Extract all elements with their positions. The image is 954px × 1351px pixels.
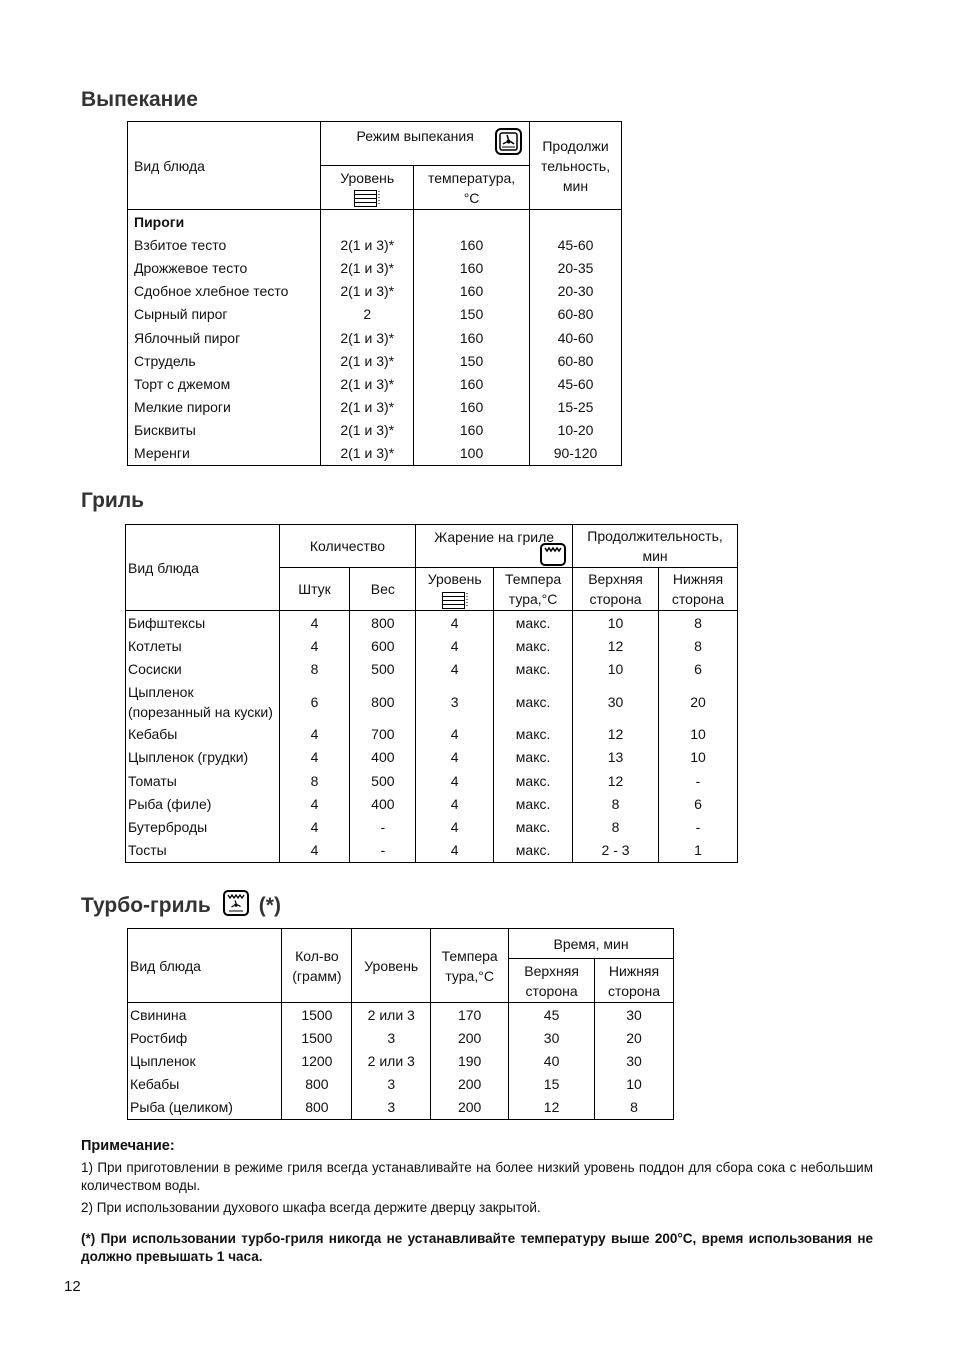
table-row [128, 256, 622, 279]
level-value: 3 [352, 1096, 431, 1120]
level-value: 4 [416, 792, 494, 815]
table-row [128, 349, 622, 372]
temperature-value: 160 [414, 280, 530, 303]
duration-value: 60-80 [530, 349, 622, 372]
table-row [126, 769, 738, 792]
temperature-value: 200 [431, 1073, 509, 1096]
duration-value: 90-120 [530, 442, 622, 466]
baking-table [127, 121, 622, 466]
weight-value: - [350, 815, 416, 838]
temperature-value: макс. [494, 634, 573, 657]
header-level [416, 568, 494, 611]
temperature-value: 160 [414, 419, 530, 442]
header-pieces: Штук [279, 568, 350, 611]
dish-name: Цыпленок (порезанный на куски) [126, 681, 280, 723]
header-bottom-side: Нижняя сторона [658, 568, 737, 611]
dish-name: Кебабы [126, 723, 280, 746]
baking-title: Выпекание [81, 88, 198, 111]
dish-name: Взбитое тесто [128, 233, 321, 256]
turbo-title [81, 890, 281, 922]
header-temperature: Темпера тура,°C [431, 929, 509, 1003]
temperature-value: 200 [431, 1026, 509, 1049]
dish-name: Томаты [126, 769, 280, 792]
turbo-grill-icon [223, 890, 249, 922]
baking-table-body [128, 210, 622, 466]
amount-value: 800 [282, 1073, 352, 1096]
duration-value: 40-60 [530, 326, 622, 349]
shelf-level-icon [442, 592, 468, 609]
level-value: 3 [352, 1073, 431, 1096]
level-value: 2(1 и 3)* [321, 326, 414, 349]
top-side-value: 15 [509, 1073, 595, 1096]
pieces-value: 4 [279, 792, 350, 815]
table-row [126, 839, 738, 863]
level-value: 3 [352, 1026, 431, 1049]
temperature-value: 100 [414, 442, 530, 466]
pieces-value: 6 [279, 681, 350, 723]
table-row [126, 634, 738, 657]
table-row [126, 681, 738, 723]
table-row [128, 1003, 674, 1027]
pieces-value: 8 [279, 657, 350, 680]
table-row [128, 396, 622, 419]
level-value: 4 [416, 611, 494, 635]
level-value: 4 [416, 815, 494, 838]
temperature-value: 170 [431, 1003, 509, 1027]
temperature-value: 160 [414, 326, 530, 349]
header-level-label: Уровень [340, 169, 395, 186]
top-side-value: 8 [573, 792, 659, 815]
top-side-value: 12 [573, 723, 659, 746]
turbo-table [127, 928, 674, 1120]
page-number: 12 [64, 1278, 81, 1295]
bottom-side-value: 10 [658, 746, 737, 769]
header-grilling-label: Жарение на гриле [434, 529, 555, 545]
dish-name: Цыпленок (грудки) [126, 746, 280, 769]
pieces-value: 4 [279, 815, 350, 838]
dish-name: Мелкие пироги [128, 396, 321, 419]
dish-name: Свинина [128, 1003, 282, 1027]
level-value: 4 [416, 746, 494, 769]
dish-name: Сырный пирог [128, 303, 321, 326]
table-row [128, 303, 622, 326]
temperature-value: 150 [414, 303, 530, 326]
table-row [128, 442, 622, 466]
duration-value: 45-60 [530, 233, 622, 256]
turbo-title-suffix: (*) [258, 894, 281, 917]
dish-name: Яблочный пирог [128, 326, 321, 349]
table-row [128, 233, 622, 256]
level-value: 2 или 3 [352, 1003, 431, 1027]
temperature-value: 190 [431, 1049, 509, 1072]
notes-heading: Примечание: [81, 1138, 175, 1154]
level-value: 4 [416, 634, 494, 657]
weight-value: - [350, 839, 416, 863]
dish-name: Рыба (филе) [126, 792, 280, 815]
pieces-value: 4 [279, 634, 350, 657]
weight-value: 800 [350, 681, 416, 723]
table-row [126, 792, 738, 815]
bottom-side-value: 8 [658, 634, 737, 657]
duration-value: 45-60 [530, 372, 622, 395]
duration-value: 15-25 [530, 396, 622, 419]
level-value: 2(1 и 3)* [321, 349, 414, 372]
grill-title: Гриль [81, 489, 145, 512]
dish-name: Рыба (целиком) [128, 1096, 282, 1120]
shelf-level-icon [354, 190, 380, 207]
temperature-value: 160 [414, 372, 530, 395]
note-2: 2) При использовании духового шкафа всегда держите дверцу закрытой. [81, 1200, 541, 1215]
turbo-table-body [128, 1003, 674, 1120]
header-time: Время, мин [509, 929, 674, 959]
header-grilling [416, 525, 573, 568]
dish-name: Струдель [128, 349, 321, 372]
level-value: 4 [416, 657, 494, 680]
section-label: Пироги [128, 210, 321, 234]
level-value: 2 или 3 [352, 1049, 431, 1072]
dish-name: Дрожжевое тесто [128, 256, 321, 279]
level-value: 2(1 и 3)* [321, 256, 414, 279]
temperature-value: макс. [494, 723, 573, 746]
table-row [126, 611, 738, 635]
level-value: 2(1 и 3)* [321, 419, 414, 442]
table-row [128, 210, 622, 234]
duration-value: 20-35 [530, 256, 622, 279]
header-weight: Вес [350, 568, 416, 611]
bottom-side-value: 20 [658, 681, 737, 723]
level-value: 2(1 и 3)* [321, 372, 414, 395]
turbo-title-text: Турбо-гриль [81, 894, 211, 917]
bottom-side-value: 10 [595, 1073, 674, 1096]
pieces-value: 4 [279, 746, 350, 769]
table-row [128, 280, 622, 303]
weight-value: 800 [350, 611, 416, 635]
bottom-side-value: 1 [658, 839, 737, 863]
temperature-value: макс. [494, 657, 573, 680]
bottom-side-value: 30 [595, 1049, 674, 1072]
top-side-value: 10 [573, 611, 659, 635]
level-value: 4 [416, 769, 494, 792]
duration-value: 10-20 [530, 419, 622, 442]
bottom-side-value: 30 [595, 1003, 674, 1027]
dish-name: Тосты [126, 839, 280, 863]
weight-value: 500 [350, 769, 416, 792]
weight-value: 400 [350, 792, 416, 815]
top-side-value: 12 [509, 1096, 595, 1120]
dish-name: Цыпленок [128, 1049, 282, 1072]
table-row [128, 372, 622, 395]
weight-value: 600 [350, 634, 416, 657]
bottom-side-value: 10 [658, 723, 737, 746]
header-amount: Кол-во (грамм) [282, 929, 352, 1003]
header-quantity: Количество [279, 525, 416, 568]
header-mode-label: Режим выпекания [356, 127, 474, 144]
header-level: Уровень [352, 929, 431, 1003]
dish-name: Бутерброды [126, 815, 280, 838]
header-dish: Вид блюда [128, 122, 321, 210]
top-side-value: 12 [573, 634, 659, 657]
dish-name: Ростбиф [128, 1026, 282, 1049]
oven-fan-icon [495, 128, 522, 160]
top-side-value: 30 [573, 681, 659, 723]
table-row [128, 326, 622, 349]
top-side-value: 13 [573, 746, 659, 769]
duration-value: 60-80 [530, 303, 622, 326]
weight-value: 700 [350, 723, 416, 746]
amount-value: 800 [282, 1096, 352, 1120]
dish-name: Сдобное хлебное тесто [128, 280, 321, 303]
header-temperature: температура, °C [414, 166, 530, 210]
header-mode [321, 122, 530, 166]
weight-value: 500 [350, 657, 416, 680]
temperature-value: макс. [494, 792, 573, 815]
top-side-value: 2 - 3 [573, 839, 659, 863]
pieces-value: 4 [279, 723, 350, 746]
temperature-value: макс. [494, 815, 573, 838]
table-row [126, 815, 738, 838]
level-value: 2(1 и 3)* [321, 442, 414, 466]
top-side-value: 12 [573, 769, 659, 792]
header-duration: Продолжи тельность, мин [530, 122, 622, 210]
header-duration: Продолжительность, мин [573, 525, 738, 568]
bottom-side-value: 8 [658, 611, 737, 635]
header-temperature: Темпера тура,°C [494, 568, 573, 611]
temperature-value: 200 [431, 1096, 509, 1120]
grill-icon [540, 543, 566, 571]
bottom-side-value: 20 [595, 1026, 674, 1049]
grill-table-body [126, 611, 738, 863]
level-value: 2(1 и 3)* [321, 396, 414, 419]
table-row [128, 419, 622, 442]
note-1: 1) При приготовлении в режиме гриля всегда устанавливайте на более низкий уровень поддон для сбора сока с небольшим количеством воды. [81, 1160, 873, 1193]
amount-value: 1200 [282, 1049, 352, 1072]
temperature-value: 150 [414, 349, 530, 372]
temperature-value: макс. [494, 769, 573, 792]
dish-name: Кебабы [128, 1073, 282, 1096]
header-bottom-side: Нижняя сторона [595, 959, 674, 1003]
header-top-side: Верхняя сторона [509, 959, 595, 1003]
dish-name: Торт с джемом [128, 372, 321, 395]
top-side-value: 10 [573, 657, 659, 680]
grill-table [125, 524, 738, 863]
table-row [126, 746, 738, 769]
pieces-value: 4 [279, 611, 350, 635]
dish-name: Сосиски [126, 657, 280, 680]
duration-value: 20-30 [530, 280, 622, 303]
level-value: 4 [416, 839, 494, 863]
temperature-value: макс. [494, 746, 573, 769]
table-row [126, 657, 738, 680]
bottom-side-value: 6 [658, 792, 737, 815]
table-row [128, 1073, 674, 1096]
dish-name: Бифштексы [126, 611, 280, 635]
temperature-value: макс. [494, 839, 573, 863]
temperature-value: 160 [414, 233, 530, 256]
level-value: 2(1 и 3)* [321, 233, 414, 256]
bottom-side-value: 8 [595, 1096, 674, 1120]
header-dish: Вид блюда [126, 525, 280, 611]
pieces-value: 4 [279, 839, 350, 863]
table-row [128, 1049, 674, 1072]
temperature-value: 160 [414, 256, 530, 279]
top-side-value: 45 [509, 1003, 595, 1027]
header-dish: Вид блюда [128, 929, 282, 1003]
weight-value: 400 [350, 746, 416, 769]
temperature-value: макс. [494, 681, 573, 723]
bottom-side-value: - [658, 769, 737, 792]
level-value: 4 [416, 723, 494, 746]
table-row [128, 1026, 674, 1049]
dish-name: Котлеты [126, 634, 280, 657]
dish-name: Меренги [128, 442, 321, 466]
amount-value: 1500 [282, 1026, 352, 1049]
level-value: 2(1 и 3)* [321, 280, 414, 303]
temperature-value: макс. [494, 611, 573, 635]
temperature-value: 160 [414, 396, 530, 419]
top-side-value: 8 [573, 815, 659, 838]
table-row [126, 723, 738, 746]
level-value: 2 [321, 303, 414, 326]
header-level-label: Уровень [427, 571, 482, 587]
bottom-side-value: 6 [658, 657, 737, 680]
header-top-side: Верхняя сторона [573, 568, 659, 611]
pieces-value: 8 [279, 769, 350, 792]
top-side-value: 40 [509, 1049, 595, 1072]
dish-name: Бисквиты [128, 419, 321, 442]
table-row [128, 1096, 674, 1120]
level-value: 3 [416, 681, 494, 723]
top-side-value: 30 [509, 1026, 595, 1049]
amount-value: 1500 [282, 1003, 352, 1027]
bottom-side-value: - [658, 815, 737, 838]
header-level [321, 166, 414, 210]
turbo-warning: (*) При использовании турбо-гриля никогда не устанавливайте температуру выше 200°C, время использования не должно превышать 1 часа. [81, 1231, 873, 1264]
